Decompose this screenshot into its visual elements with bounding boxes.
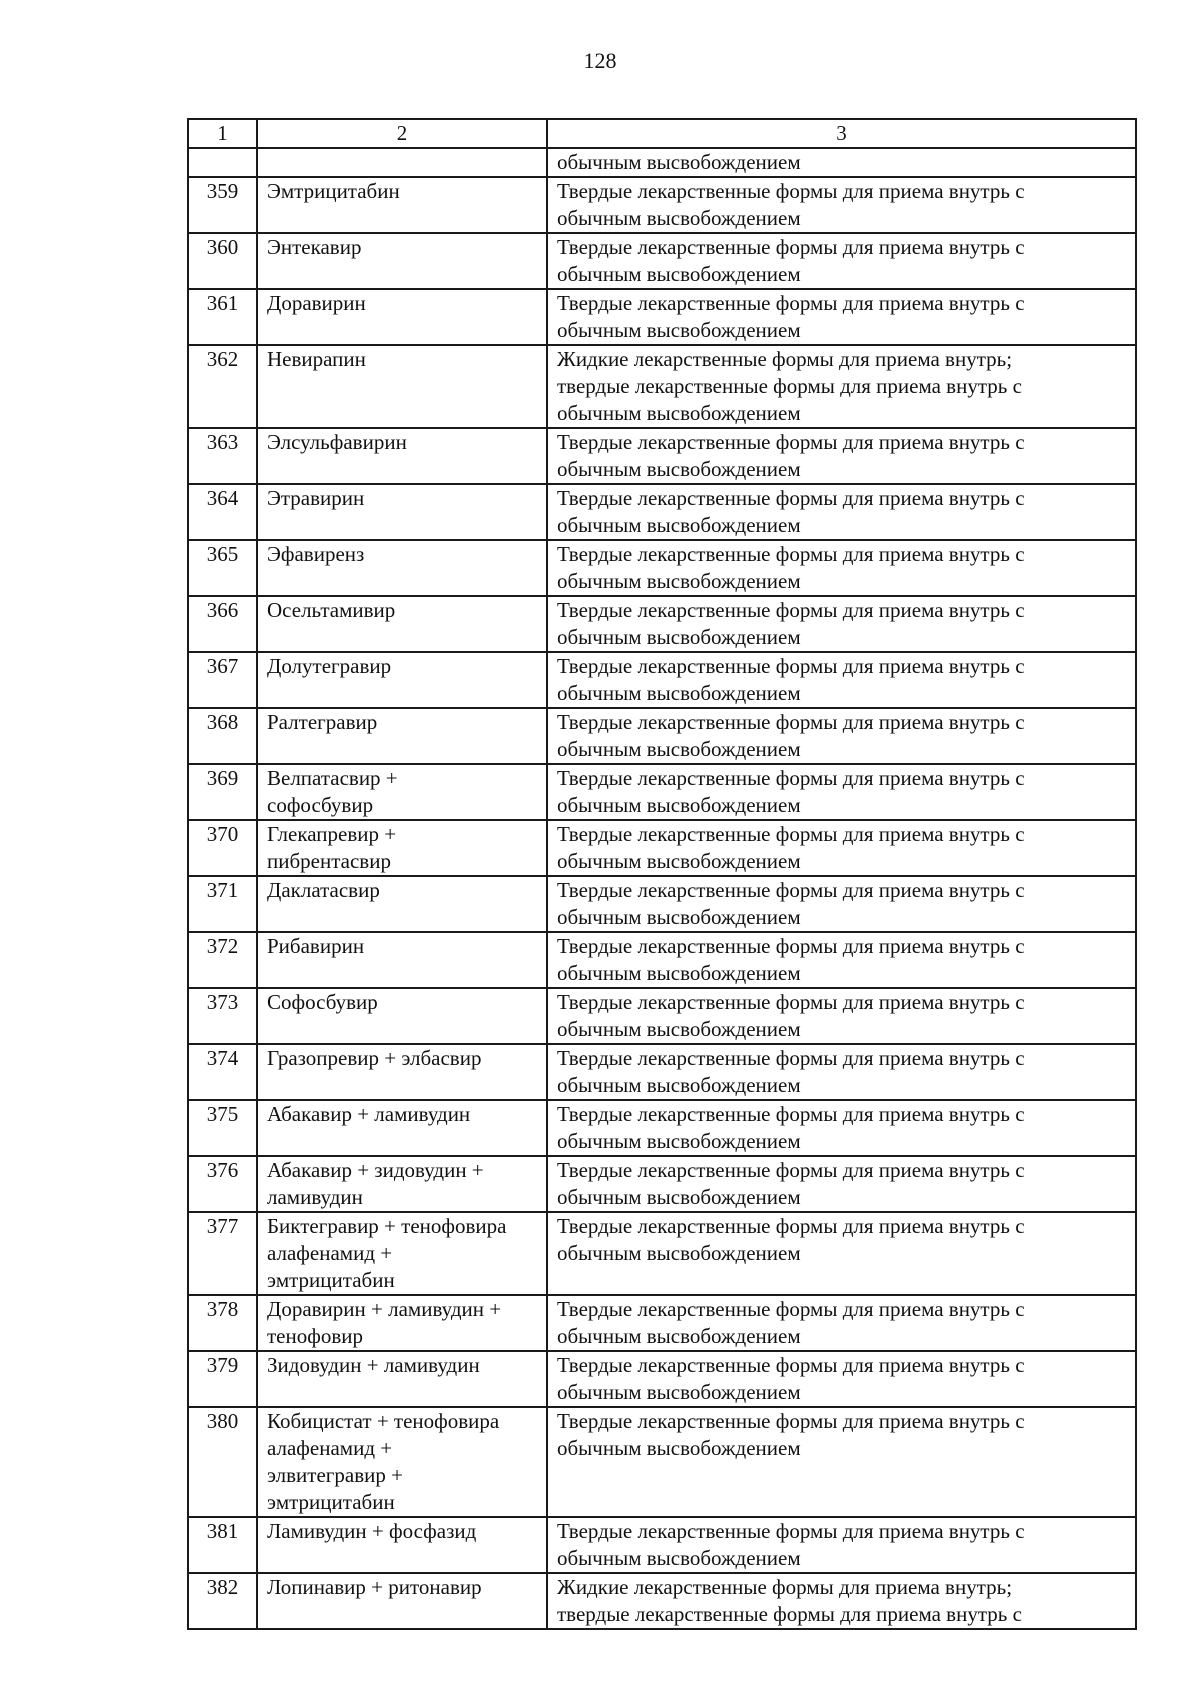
drug-name: Гразопревир + элбасвир <box>257 1044 547 1100</box>
row-number: 370 <box>188 820 257 876</box>
drug-name: Ламивудин + фосфазид <box>257 1517 547 1573</box>
table-row <box>188 1573 1136 1629</box>
dosage-form: Жидкие лекарственные формы для приема внутрь; твердые лекарственные формы для приема внутрь с <box>547 1573 1136 1629</box>
table-row <box>188 764 1136 820</box>
row-number: 361 <box>188 289 257 345</box>
row-number: 362 <box>188 345 257 428</box>
table-row <box>188 1212 1136 1295</box>
drug-name: Глекапревир + пибрентасвир <box>257 820 547 876</box>
dosage-form: Твердые лекарственные формы для приема внутрь с обычным высвобождением <box>547 177 1136 233</box>
dosage-form: Твердые лекарственные формы для приема внутрь с обычным высвобождением <box>547 1517 1136 1573</box>
continuation-num-cell <box>188 148 257 177</box>
table-row <box>188 1295 1136 1351</box>
table-row <box>188 820 1136 876</box>
dosage-form: Твердые лекарственные формы для приема внутрь с обычным высвобождением <box>547 708 1136 764</box>
row-number: 380 <box>188 1407 257 1517</box>
drug-name: Абакавир + ламивудин <box>257 1100 547 1156</box>
row-number: 376 <box>188 1156 257 1212</box>
header-col-3: 3 <box>547 119 1136 148</box>
drug-name: Долутегравир <box>257 652 547 708</box>
table-row <box>188 596 1136 652</box>
row-number: 359 <box>188 177 257 233</box>
drug-name: Эмтрицитабин <box>257 177 547 233</box>
continuation-form-cell: обычным высвобождением <box>547 148 1136 177</box>
table-row <box>188 1156 1136 1212</box>
row-number: 364 <box>188 484 257 540</box>
dosage-form: Твердые лекарственные формы для приема внутрь с обычным высвобождением <box>547 1156 1136 1212</box>
drug-name: Кобицистат + тенофовира алафенамид + элвитегравир + эмтрицитабин <box>257 1407 547 1517</box>
table-row <box>188 1100 1136 1156</box>
table-row <box>188 289 1136 345</box>
dosage-form: Твердые лекарственные формы для приема внутрь с обычным высвобождением <box>547 1044 1136 1100</box>
dosage-form: Твердые лекарственные формы для приема внутрь с обычным высвобождением <box>547 820 1136 876</box>
dosage-form: Твердые лекарственные формы для приема внутрь с обычным высвобождением <box>547 596 1136 652</box>
drug-name: Зидовудин + ламивудин <box>257 1351 547 1407</box>
row-number: 366 <box>188 596 257 652</box>
row-number: 363 <box>188 428 257 484</box>
table-row <box>188 540 1136 596</box>
dosage-form: Твердые лекарственные формы для приема внутрь с обычным высвобождением <box>547 540 1136 596</box>
table-row <box>188 1044 1136 1100</box>
row-number: 374 <box>188 1044 257 1100</box>
row-number: 373 <box>188 988 257 1044</box>
dosage-form: Твердые лекарственные формы для приема внутрь с обычным высвобождением <box>547 233 1136 289</box>
row-number: 371 <box>188 876 257 932</box>
drug-name: Ралтегравир <box>257 708 547 764</box>
drug-name: Абакавир + зидовудин + ламивудин <box>257 1156 547 1212</box>
table-row <box>188 932 1136 988</box>
dosage-form: Твердые лекарственные формы для приема внутрь с обычным высвобождением <box>547 876 1136 932</box>
drug-name: Эфавиренз <box>257 540 547 596</box>
header-col-2: 2 <box>257 119 547 148</box>
row-number: 360 <box>188 233 257 289</box>
dosage-form: Твердые лекарственные формы для приема внутрь с обычным высвобождением <box>547 484 1136 540</box>
row-number: 378 <box>188 1295 257 1351</box>
drug-name: Доравирин <box>257 289 547 345</box>
header-col-1: 1 <box>188 119 257 148</box>
table-row <box>188 708 1136 764</box>
drug-name: Энтекавир <box>257 233 547 289</box>
continuation-row <box>188 148 1136 177</box>
dosage-form: Твердые лекарственные формы для приема внутрь с обычным высвобождением <box>547 1212 1136 1295</box>
page-number: 128 <box>583 48 617 73</box>
drug-table <box>187 118 1137 1630</box>
drug-name: Доравирин + ламивудин + тенофовир <box>257 1295 547 1351</box>
table-row <box>188 484 1136 540</box>
table-row <box>188 1407 1136 1517</box>
dosage-form: Твердые лекарственные формы для приема внутрь с обычным высвобождением <box>547 932 1136 988</box>
drug-name: Элсульфавирин <box>257 428 547 484</box>
table-row <box>188 1351 1136 1407</box>
dosage-form: Твердые лекарственные формы для приема внутрь с обычным высвобождением <box>547 652 1136 708</box>
table-row <box>188 428 1136 484</box>
dosage-form: Твердые лекарственные формы для приема внутрь с обычным высвобождением <box>547 1295 1136 1351</box>
table-row <box>188 652 1136 708</box>
row-number: 368 <box>188 708 257 764</box>
dosage-form: Жидкие лекарственные формы для приема внутрь; твердые лекарственные формы для приема внутрь с обычным высвобождением <box>547 345 1136 428</box>
drug-name: Софосбувир <box>257 988 547 1044</box>
row-number: 367 <box>188 652 257 708</box>
row-number: 369 <box>188 764 257 820</box>
dosage-form: Твердые лекарственные формы для приема внутрь с обычным высвобождением <box>547 1100 1136 1156</box>
drug-name: Велпатасвир + софосбувир <box>257 764 547 820</box>
row-number: 382 <box>188 1573 257 1629</box>
table-row <box>188 177 1136 233</box>
drug-name: Биктегравир + тенофовира алафенамид + эмтрицитабин <box>257 1212 547 1295</box>
table-row <box>188 233 1136 289</box>
dosage-form: Твердые лекарственные формы для приема внутрь с обычным высвобождением <box>547 764 1136 820</box>
dosage-form: Твердые лекарственные формы для приема внутрь с обычным высвобождением <box>547 289 1136 345</box>
dosage-form: Твердые лекарственные формы для приема внутрь с обычным высвобождением <box>547 1351 1136 1407</box>
drug-name: Этравирин <box>257 484 547 540</box>
drug-name: Рибавирин <box>257 932 547 988</box>
drug-name: Даклатасвир <box>257 876 547 932</box>
row-number: 379 <box>188 1351 257 1407</box>
row-number: 375 <box>188 1100 257 1156</box>
drug-name: Лопинавир + ритонавир <box>257 1573 547 1629</box>
row-number: 365 <box>188 540 257 596</box>
table-row <box>188 988 1136 1044</box>
table-body <box>188 148 1136 1629</box>
drug-name: Невирапин <box>257 345 547 428</box>
row-number: 381 <box>188 1517 257 1573</box>
table-row <box>188 876 1136 932</box>
dosage-form: Твердые лекарственные формы для приема внутрь с обычным высвобождением <box>547 988 1136 1044</box>
drug-name: Осельтамивир <box>257 596 547 652</box>
dosage-form: Твердые лекарственные формы для приема внутрь с обычным высвобождением <box>547 428 1136 484</box>
dosage-form: Твердые лекарственные формы для приема внутрь с обычным высвобождением <box>547 1407 1136 1517</box>
row-number: 372 <box>188 932 257 988</box>
header-row <box>188 119 1136 148</box>
table-header <box>188 119 1136 148</box>
table-row <box>188 1517 1136 1573</box>
continuation-name-cell <box>257 148 547 177</box>
table-row <box>188 345 1136 428</box>
row-number: 377 <box>188 1212 257 1295</box>
